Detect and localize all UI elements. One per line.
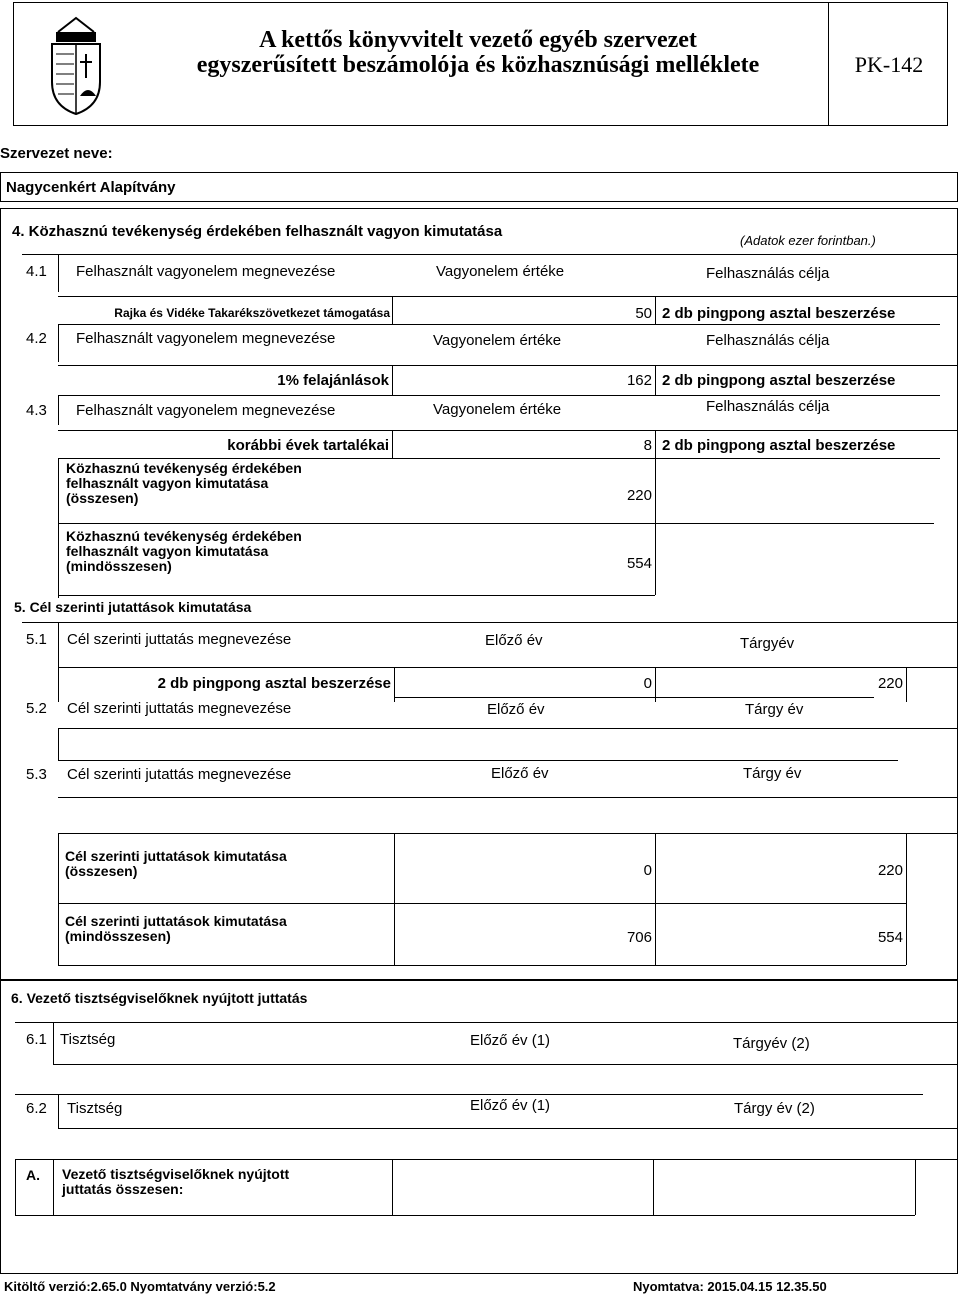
sub61-row-bottom	[15, 1094, 923, 1095]
sub41-sep1	[392, 296, 393, 324]
s6a-bottom	[15, 1215, 915, 1216]
sub42-value: 162	[626, 372, 652, 389]
sub62-row-top	[58, 1128, 958, 1129]
footer-version: Kitöltő verzió:2.65.0 Nyomtatvány verzió:5.2	[4, 1279, 276, 1294]
sub41-numsep	[58, 254, 59, 292]
sub41-col1: Felhasznált vagyonelem megnevezése	[76, 263, 336, 280]
sub53-col3: Tárgy év	[743, 765, 802, 782]
sub41-top	[22, 254, 958, 255]
sub41-num: 4.1	[26, 263, 47, 280]
s4-total2-l1: Közhasznú tevékenység érdekében	[66, 528, 302, 544]
s5-total-bottom	[58, 965, 906, 966]
section6-title: 6. Vezető tisztségviselőknek nyújtott juttatás	[11, 990, 308, 1006]
sub42-row-top	[58, 365, 958, 366]
sub41-sep2	[655, 296, 656, 324]
s4-total1-value: 220	[626, 487, 652, 504]
sub43-purpose: 2 db pingpong asztal beszerzése	[662, 437, 896, 454]
s6a-l2: juttatás összesen:	[62, 1181, 184, 1197]
s6a-num: A.	[26, 1167, 40, 1183]
sub51-prev: 0	[643, 675, 652, 692]
s5-total2-l1: Cél szerinti juttatások kimutatása	[65, 913, 287, 929]
sub43-col3: Felhasználás célja	[706, 398, 830, 415]
s5-total-sep3	[906, 833, 907, 965]
sub43-sep1	[392, 430, 393, 458]
s6a-left	[15, 1159, 16, 1215]
sub41-value: 50	[635, 305, 652, 322]
sub41-row-bottom	[58, 324, 940, 325]
sub61-num: 6.1	[26, 1031, 47, 1048]
s5-total1-curr: 220	[877, 862, 903, 879]
s5-total-sep1	[394, 833, 395, 965]
sub62-numsep	[58, 1094, 59, 1128]
s6a-sep1	[392, 1159, 393, 1215]
sub43-name: korábbi évek tartalékai	[227, 437, 389, 454]
s5-total-left	[58, 833, 59, 965]
sub43-numsep	[58, 395, 59, 425]
sub42-purpose: 2 db pingpong asztal beszerzése	[662, 372, 896, 389]
sub52-row-top	[58, 728, 958, 729]
sub51-col2: Előző év	[485, 632, 543, 649]
sub51-top	[22, 622, 958, 623]
sub41-purpose: 2 db pingpong asztal beszerzése	[662, 305, 896, 322]
header-title-line2: egyszerűsített beszámolója és közhasznúsági melléklete	[196, 52, 760, 78]
s5-total2-curr: 554	[877, 929, 903, 946]
s5-total1-prev: 0	[643, 862, 652, 879]
sub62-row-bottom	[15, 1159, 958, 1160]
section4-title: 4. Közhasznú tevékenység érdekében felhasznált vagyon kimutatása	[12, 223, 503, 240]
sub51-row-top	[58, 667, 958, 668]
s6a-l1: Vezető tisztségviselőknek nyújtott	[62, 1166, 290, 1182]
sub43-sep2	[655, 430, 656, 595]
sub52-col2: Előző év	[487, 701, 545, 718]
sub51-col3: Tárgyév	[740, 635, 795, 652]
s4-total2-l3: (mindösszesen)	[66, 558, 172, 574]
sub62-col3: Tárgy év (2)	[734, 1100, 815, 1117]
sub42-col1: Felhasznált vagyonelem megnevezése	[76, 330, 336, 347]
sub43-row-top	[58, 430, 958, 431]
sub61-top	[15, 1022, 958, 1023]
sub61-col3: Tárgyév (2)	[733, 1035, 810, 1052]
sub43-col2: Vagyonelem értéke	[433, 401, 562, 418]
sub43-value: 8	[643, 437, 652, 454]
sub42-sep2	[655, 365, 656, 395]
sub51-row-bottom	[394, 697, 874, 698]
sub52-row-bottom	[58, 760, 898, 761]
header-title-line1: A kettős könyvvitelt vezető egyéb szervezet	[259, 27, 697, 53]
sub52-num: 5.2	[26, 700, 47, 717]
sub51-curr: 220	[877, 675, 903, 692]
s4-total-sep	[58, 523, 934, 524]
sub62-num: 6.2	[26, 1100, 47, 1117]
sub42-col3: Felhasználás célja	[706, 332, 830, 349]
sub42-sep1	[392, 365, 393, 395]
section6-box	[0, 980, 958, 1274]
s4-total2-l2: felhasznált vagyon kimutatása	[66, 543, 269, 559]
s4-total1-l2: felhasznált vagyon kimutatása	[66, 475, 269, 491]
sub53-col1: Cél szerinti jutattás megnevezése	[67, 766, 292, 783]
s5-total2-prev: 706	[626, 929, 652, 946]
sub42-col2: Vagyonelem értéke	[433, 332, 562, 349]
s6a-numsep	[53, 1159, 54, 1215]
sub42-numsep	[58, 324, 59, 362]
sub53-num: 5.3	[26, 766, 47, 783]
sub43-row-bottom	[58, 458, 940, 459]
s4-total1-l3: (összesen)	[66, 490, 139, 506]
s4-total1-l1: Közhasznú tevékenység érdekében	[66, 460, 302, 476]
s5-total2-l2: (mindösszesen)	[65, 928, 171, 944]
s4-total2-value: 554	[626, 555, 652, 572]
sub62-col1: Tisztség	[67, 1100, 123, 1117]
sub42-row-bottom	[58, 395, 940, 396]
sub53-row-top	[58, 797, 958, 798]
s5-total1-l2: (összesen)	[65, 863, 138, 879]
form-code: PK-142	[854, 52, 924, 77]
sub51-numsep	[58, 622, 59, 702]
s5-total-mid	[58, 903, 906, 904]
sub53-row-bottom	[58, 833, 958, 834]
coat-of-arms-icon	[36, 10, 116, 118]
sub41-name: Rajka és Vidéke Takarékszövetkezet támogatása	[114, 306, 390, 320]
sub53-col2: Előző év	[491, 765, 549, 782]
sub61-row-top	[53, 1064, 958, 1065]
sub62-col2: Előző év (1)	[470, 1097, 551, 1114]
s6a-sep2	[653, 1159, 654, 1215]
footer-printed: Nyomtatva: 2015.04.15 12.35.50	[633, 1279, 827, 1294]
sub41-row-top	[58, 296, 958, 297]
sub43-num: 4.3	[26, 402, 47, 419]
s6a-right	[915, 1159, 916, 1215]
sub52-numsep	[58, 728, 59, 760]
sub42-num: 4.2	[26, 330, 47, 347]
s5-total-sep2	[655, 833, 656, 965]
s5-total1-l1: Cél szerinti juttatások kimutatása	[65, 848, 287, 864]
sub61-col2: Előző év (1)	[470, 1032, 551, 1049]
sub51-sep3	[906, 667, 907, 702]
sub61-col1: Tisztség	[60, 1031, 116, 1048]
sub52-col3: Tárgy év	[745, 701, 804, 718]
sub42-name: 1% felajánlások	[277, 372, 389, 389]
org-name: Nagycenkért Alapítvány	[6, 179, 176, 196]
sub43-col1: Felhasznált vagyonelem megnevezése	[76, 402, 336, 419]
header-divider	[828, 2, 829, 126]
sub61-numsep	[53, 1022, 54, 1064]
sub41-col2: Vagyonelem értéke	[436, 263, 565, 280]
total41-left	[58, 458, 59, 598]
sub52-col1: Cél szerinti juttatás megnevezése	[67, 700, 292, 717]
unit-note: (Adatok ezer forintban.)	[740, 233, 876, 248]
org-label: Szervezet neve:	[0, 145, 113, 162]
sub51-col1: Cél szerinti juttatás megnevezése	[67, 631, 292, 648]
sub41-col3: Felhasználás célja	[706, 265, 830, 282]
sub51-name: 2 db pingpong asztal beszerzése	[157, 675, 391, 692]
sub51-num: 5.1	[26, 631, 47, 648]
section5-title: 5. Cél szerinti jutattások kimutatása	[14, 599, 252, 615]
